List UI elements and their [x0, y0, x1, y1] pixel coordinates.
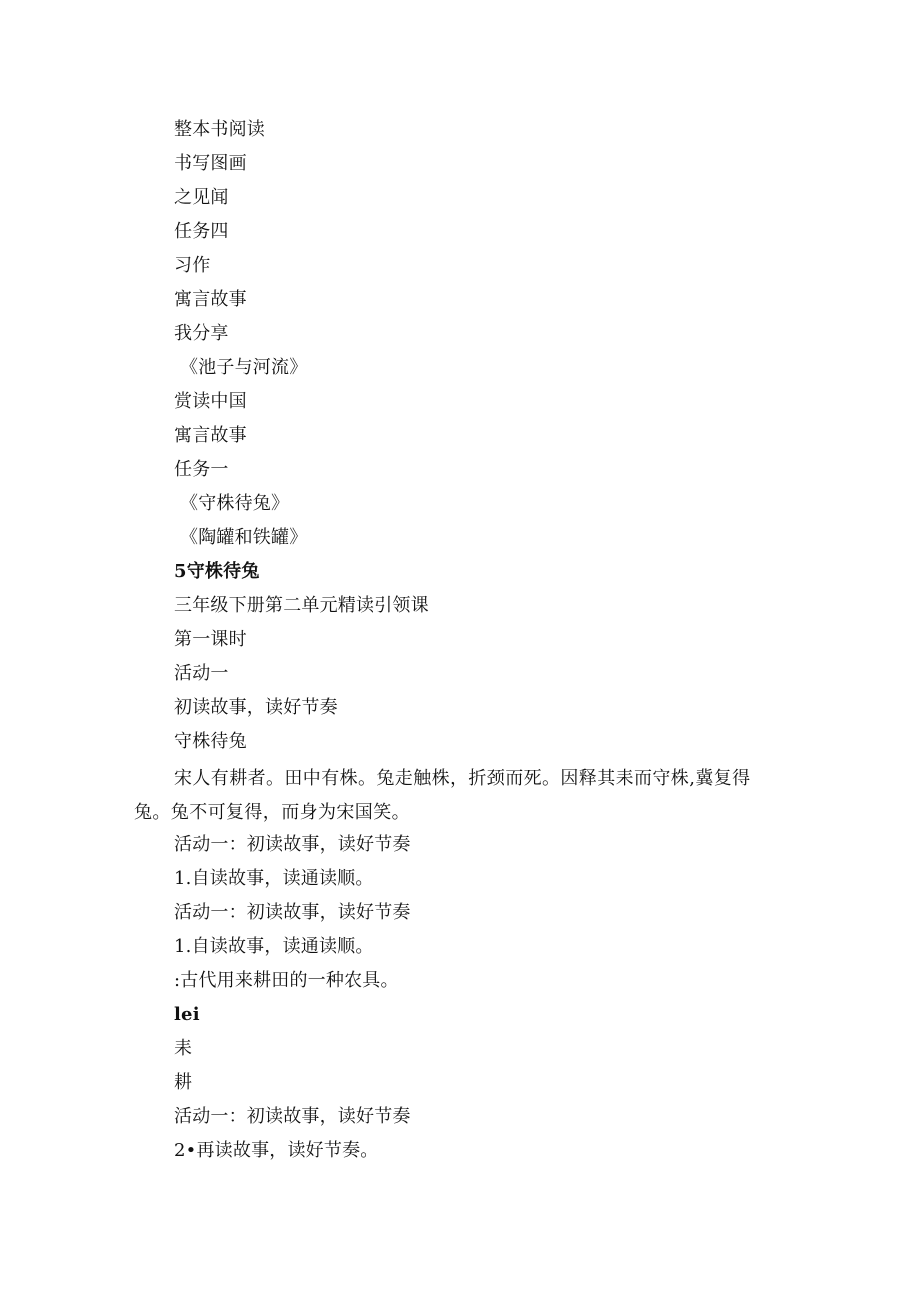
activity-label: 活动一 — [174, 663, 229, 684]
character-item: 耕 — [174, 1072, 193, 1093]
text-line: 习作 — [174, 255, 211, 276]
definition-line: :古代用来耕田的一种农具。 — [174, 970, 399, 991]
character-item: 耒 — [174, 1038, 193, 1059]
instruction-line: 1.自读故事，读通读顺。 — [174, 936, 374, 957]
lesson-title: 5守株待兔 — [174, 561, 260, 582]
story-title: 守株待兔 — [174, 731, 247, 752]
lesson-period: 第一课时 — [174, 629, 247, 650]
activity-heading: 活动一：初读故事，读好节奏 — [174, 834, 411, 855]
text-line: 书写图画 — [174, 153, 247, 174]
story-passage: 宋人有耕者。田中有株。兔走触株，折颈而死。因释其耒而守株,冀复得兔。兔不可复得，而身为宋国笑。 — [134, 768, 751, 823]
task-label: 任务四 — [174, 221, 229, 242]
text-line: 赏读中国 — [174, 391, 247, 412]
instruction-line: 2•再读故事，读好节奏。 — [174, 1140, 379, 1161]
course-title: 三年级下册第二单元精读引领课 — [174, 595, 429, 616]
activity-heading: 活动一：初读故事，读好节奏 — [174, 1106, 411, 1127]
activity-heading: 活动一：初读故事，读好节奏 — [174, 902, 411, 923]
text-line: 寓言故事 — [174, 289, 247, 310]
instruction-line: 1.自读故事，读通读顺。 — [174, 868, 374, 889]
book-title: 《池子与河流》 — [180, 357, 308, 378]
activity-title: 初读故事，读好节奏 — [174, 697, 338, 718]
book-title: 《守株待兔》 — [180, 493, 290, 514]
task-label: 任务一 — [174, 459, 229, 480]
pinyin-label: lei — [174, 1004, 200, 1025]
text-line: 寓言故事 — [174, 425, 247, 446]
heading-whole-book-reading: 整本书阅读 — [174, 119, 265, 140]
text-line: 之见闻 — [174, 187, 229, 208]
text-line: 我分享 — [174, 323, 229, 344]
book-title: 《陶罐和铁罐》 — [180, 527, 308, 548]
